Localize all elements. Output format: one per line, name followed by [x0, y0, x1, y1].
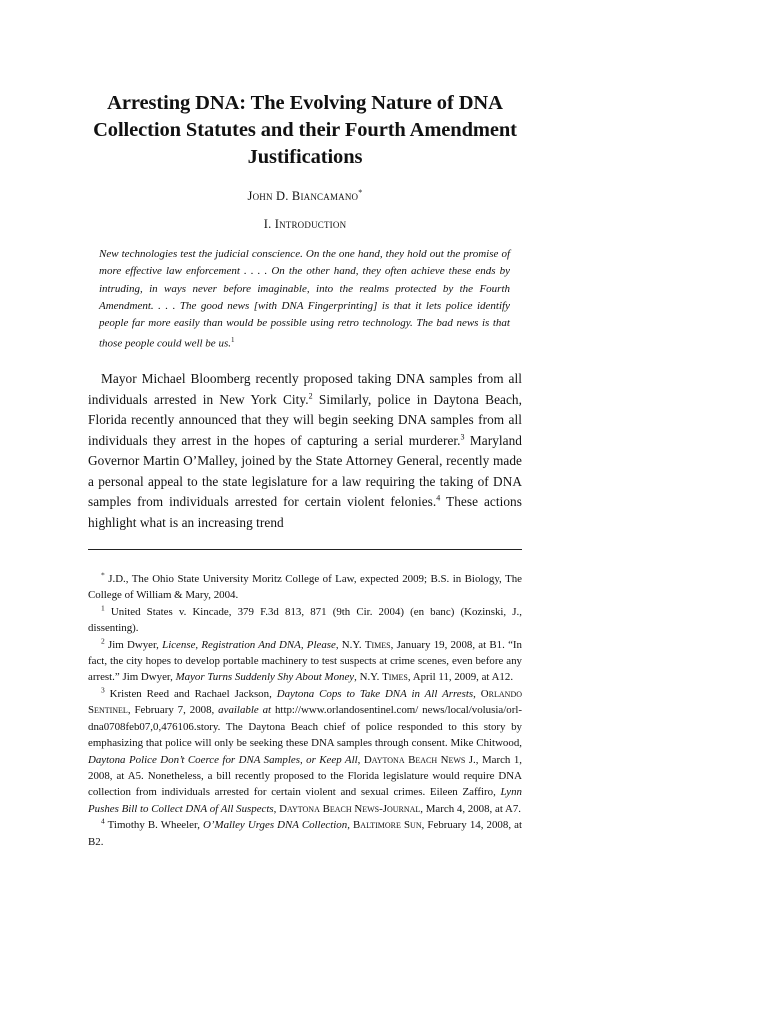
- body-sentence-3: Maryland Governor Martin O’Malley, joined by the State Attorney General, recently made a personal appeal to the state legislature for a law requiring the taking of DNA samples from individuals arrested for certain violent felonies.: [88, 432, 523, 510]
- footnote-text: , April 11, 2009, at A12.: [407, 671, 514, 684]
- article-title: [88, 90, 522, 171]
- footnote-text: , January 19, 2008, at B1. “In fact, the city hopes to develop portable machinery to test suspects at crime scenes, even before any arrest.” Jim Dwyer,: [88, 638, 522, 684]
- section-heading: I. Introduction: [263, 217, 347, 232]
- footnote-mark: 4: [101, 816, 105, 826]
- title-line-2: Collection Statutes and their Fourth Amendment: [93, 119, 517, 141]
- body-sentence-4: These actions highlight what is an increasing trend: [88, 494, 522, 530]
- footnote-mark: 2: [101, 636, 105, 646]
- footnote-text: , N.Y.: [354, 671, 383, 684]
- footnote-text: , March 4, 2008, at A7.: [420, 802, 522, 815]
- footnote-text: J., March 1, 2008, at A5. Nonetheless, a bill recently proposed to the Florida legislature would require DNA collection from individuals arrested for certain violent and sexual crimes. Eileen Zaffiro,: [88, 753, 522, 799]
- footnote-text: ,: [357, 753, 364, 766]
- footnote-mark: *: [101, 570, 105, 580]
- author-footnote-mark: *: [358, 188, 363, 197]
- signal-phrase: available at: [218, 704, 272, 717]
- body-sentence-2: Similarly, police in Daytona Beach, Florida recently announced that they will begin seeking DNA samples from all individuals they arrest in the hopes of capturing a serial murderer.: [88, 391, 522, 448]
- body-sentence-1: Mayor Michael Bloomberg recently proposed taking DNA samples from all individuals arrested in New York City.: [88, 371, 522, 407]
- footnote-text: ,: [273, 802, 280, 815]
- cited-title: Daytona Police Don’t Coerce for DNA Samples, or Keep All: [88, 753, 358, 766]
- footnotes: [88, 571, 522, 850]
- footnote-text: ,: [473, 687, 481, 700]
- footnote-text: ,: [347, 819, 354, 832]
- title-line-3: Justifications: [247, 146, 363, 168]
- footnote-text: Timothy B. Wheeler,: [104, 819, 204, 832]
- footnote-text: , February 14, 2008, at B2.: [88, 819, 522, 848]
- cited-title: Lynn Pushes Bill to Collect DNA of All Suspects: [88, 786, 522, 815]
- footnote-text: http://www.orlandosentinel.com/ news/local/volusia/orl-dna0708feb07,0,476106.story. The Daytona Beach chief of police responded to this story by emphasizing that police will only be seeking these DNA samples through consent. Mike Chitwood,: [88, 704, 522, 750]
- publication-name: Times: [382, 671, 408, 684]
- author-line: [88, 188, 522, 204]
- footnote-star: [88, 571, 522, 604]
- footnote-text: United States v. Kincade, 379 F.3d 813, 871 (9th Cir. 2004) (en banc) (Kozinski, J., dissenting).: [88, 605, 522, 635]
- footnote-text: , February 7, 2008,: [127, 704, 219, 717]
- cited-title: O’Malley Urges DNA Collection: [203, 819, 348, 832]
- article-page: [88, 90, 522, 850]
- epigraph-note-ref: 1: [230, 336, 235, 345]
- footnote-2: [88, 637, 522, 686]
- note-ref-3: 3: [460, 432, 465, 442]
- cited-title: Mayor Turns Suddenly Shy About Money: [175, 671, 355, 684]
- footnote-4: [88, 817, 522, 850]
- footnote-1: [88, 604, 522, 637]
- footnote-divider: [88, 549, 522, 550]
- footnote-text: , N.Y.: [335, 638, 365, 651]
- body-paragraph: [88, 369, 522, 533]
- publication-name: Daytona Beach News: [363, 753, 466, 766]
- footnote-3: [88, 686, 522, 817]
- epigraph-text: New technologies test the judicial conscience. On the one hand, they hold out the promise of more effective law enforcement . . . . On the other hand, they often achieve these ends by intruding, in ways never before imaginable, into the realms protected by the Fourth Amendment. . . . The good news [with DNA Fingerprinting] is that it lets police identify people far more easily than would be possible using retro technology. The bad news is that those people could well be us.: [99, 248, 510, 350]
- footnote-text: Kristen Reed and Rachael Jackson,: [104, 687, 277, 700]
- cited-title: License, Registration And DNA, Please: [162, 638, 336, 651]
- footnote-mark: 1: [101, 603, 105, 613]
- footnote-mark: 3: [101, 685, 105, 695]
- cited-title: Daytona Cops to Take DNA in All Arrests: [276, 687, 474, 700]
- publication-name: Orlando Sentinel: [88, 687, 522, 717]
- publication-name: Baltimore Sun: [353, 819, 422, 832]
- epigraph: [99, 246, 510, 353]
- note-ref-2: 2: [308, 391, 313, 401]
- note-ref-4: 4: [436, 493, 441, 503]
- author-name: John D. Biancamano: [247, 189, 359, 204]
- title-line-1: Arresting DNA: The Evolving Nature of DNA: [107, 92, 503, 114]
- footnote-text: J.D., The Ohio State University Moritz College of Law, expected 2009; B.S. in Biology, The College of William & Mary, 2004.: [88, 573, 522, 602]
- publication-name: Daytona Beach News-Journal: [279, 802, 421, 815]
- publication-name: Times: [364, 638, 391, 651]
- footnote-text: Jim Dwyer,: [104, 638, 163, 651]
